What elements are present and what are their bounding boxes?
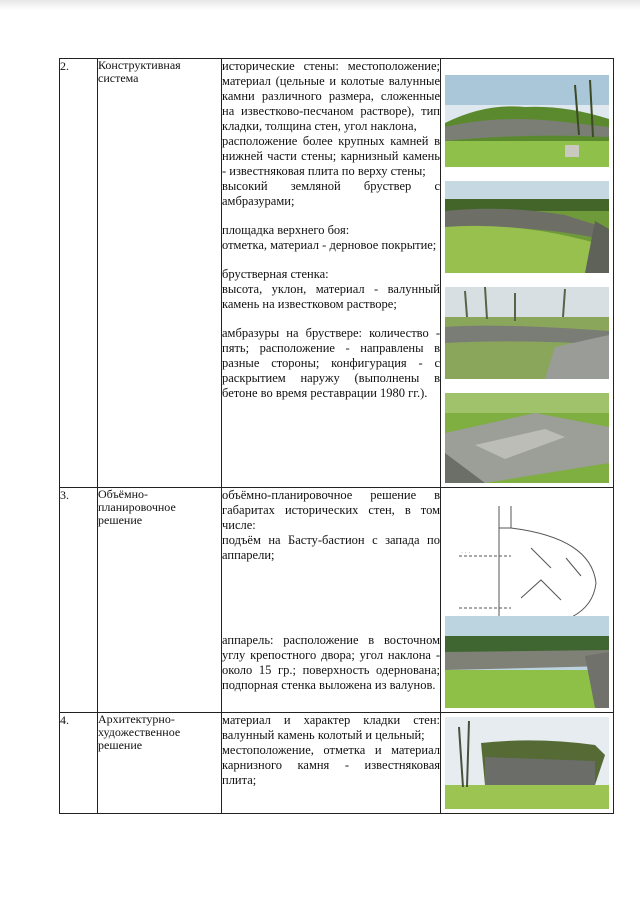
photo-bastion-wall-overview	[441, 59, 614, 487]
photo-column	[441, 488, 614, 713]
row-description: объёмно-планировочное решение в габаритах исторических стен, в том числе: подъём на Басту-бастион с запада по аппарели; аппарель: расположение в восточном углу крепостного двора; угол наклона - около 15 гр.; поверхность одернована; подпорная стенка выложена из валунов.	[222, 488, 441, 713]
photo-masonry-wall	[441, 713, 614, 813]
row-title: Архитектурно-художественное решение	[98, 713, 222, 814]
row-title: Объёмно-планировочное решение	[98, 488, 222, 713]
row-description: материал и характер кладки стен: валунный камень колотый и цельный; местоположение, отметка и материал карнизного камня - известняковая плита;	[222, 713, 441, 814]
row-description: исторические стены: местоположение; материал (цельные и колотые валунные камни различного размера, сложенные на известково-песчаном растворе), тип кладки, толщина стен, угол наклона, расположение более крупных камней в нижней части стены; карнизный камень - известняковая плита по верху стены; высокий земляной бруствер с амбразурами; площадка верхнего боя: отметка, материал - дерновое покрытие; брустверная стенка: высота, уклон, материал - валунный камень на известковом растворе; амбразуры на бруствере: количество - пять; расположение - направлены в разные стороны; конфигурация - с раскрытием наружу (выполнены в бетоне во время реставрации 1980 гг.).	[222, 59, 441, 488]
table-row	[60, 713, 614, 814]
table-row	[60, 488, 614, 713]
photo-column	[441, 713, 614, 814]
row-number: 2.	[60, 59, 98, 488]
row-title: Конструктивная система	[98, 59, 222, 488]
scan-edge	[0, 0, 640, 10]
row-number: 3.	[60, 488, 98, 713]
table-row	[60, 59, 614, 488]
characteristics-table	[59, 58, 614, 814]
photo-ramp	[441, 612, 614, 712]
row-number: 4.	[60, 713, 98, 814]
svg-text:· · ·: · · ·	[461, 550, 471, 556]
photo-column	[441, 59, 614, 488]
